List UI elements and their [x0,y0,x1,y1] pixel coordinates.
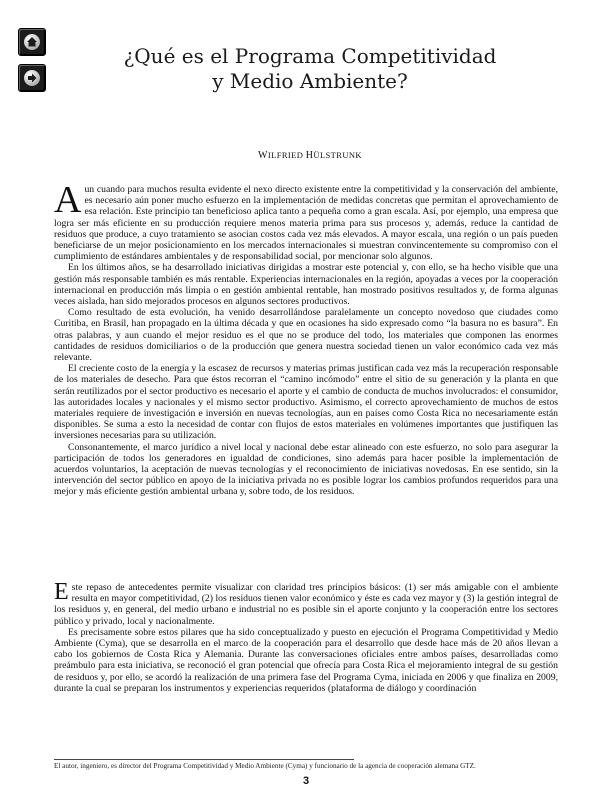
article-section-1 [54,179,558,498]
article-section-2 [54,579,558,694]
title-line-1: ¿Qué es el Programa Competitividad [123,44,497,68]
paragraph: Es precisamente sobre estos pilares que ha sido conceptualizado y puesto en ejecución el Programa Competitividad y Medio Ambiente (Cyma), que se desarrolla en el marco de la cooperación para el desarrollo que desde hace más de 20 años llevan a cabo los gobiernos de Costa Rica y Alemania. Durante las conversaciones oficiales entre ambos países, desarrolladas como preámbulo para esta iniciativa, se reconoció el gran potencial que ofrecía para Costa Rica el mejoramiento integral de su gestión de residuos y, por ello, se acordó la realización de una primera fase del Programa Cyma, iniciada en 2006 y que finaliza en 2009, durante la cual se preparan los instrumentos y experiencias requeridos (plataforma de diálogo y coordinación [54,626,558,694]
page-title [100,44,520,94]
page-number: 3 [302,775,310,787]
author-name: WILFRIED HÜLSTRUNK [258,150,362,161]
home-icon [24,34,40,50]
drop-cap: A [54,179,82,221]
paragraph: En los últimos años, se ha desarrollado iniciativas dirigidas a mostrar este potencial y, con ello, se ha hecho visible que una gestión más responsable también es más rentable. Experiencias internacionales en la región, apoyadas a veces por la cooperación internacional en producción más limpia o en gestión ambiental rentable, han mostrado positivos resultados y, de forma algunas veces aislada, han sido mejorados procesos en algunos sectores productivos. [54,262,558,308]
footnote: El autor, ingeniero, es director del Programa Competitividad y Medio Ambiente (Cyma) y funcionario de la agencia de cooperación alemana GTZ. [54,762,476,770]
paragraph: Este repaso de antecedentes permite visualizar con claridad tres principios básicos: (1) ser más amigable con el ambiente resulta en mayor competitividad, (2) los residuos tienen valor económico y éste es cada vez mayor y (3) la gestión integral de los residuos y, en general, del medio urbano e industrial no es posible sin el aporte conjunto y la cooperación entre los sectores público y privado, local y nacionalmente. [54,579,558,627]
home-button[interactable] [18,28,46,56]
drop-cap: E [54,579,69,605]
footnote-divider [54,759,354,760]
next-page-button[interactable] [18,64,46,92]
paragraph: El creciente costo de la energía y la escasez de recursos y materias primas justifican cada vez más la recuperación responsable de los materiales de desecho. Para que éstos recorran el “camino incómodo” entre el sitio de su generación y la planta en que serán reutilizados por el sector productivo es necesario el aporte y el cambio de conducta de muchos involucrados: el consumidor, las autoridades locales y nacionales y el mismo sector productivo. Asimismo, el correcto aprovechamiento de muchos de estos materiales requiere de investigación e inversión en nuevas tecnologías, aun en países como Costa Rica no necesariamente están disponibles. Se suma a esto la necesidad de contar con flujos de estos materiales en volúmenes importantes que justifiquen las inversiones necesarias para su utilización. [54,363,558,442]
right-arrow-icon [24,70,40,86]
paragraph: Como resultado de esta evolución, ha venido desarrollándose paralelamente un concepto novedoso que ciudades como Curitiba, en Brasil, han propagado en la última década y que en ocasiones ha sido expresado como “la basura no es basura”. En otras palabras, y aun cuando el mejor residuo es el que no se produce del todo, los materiales que componen las enormes cantidades de residuos domiciliarios o de la producción que genera nuestra sociedad tienen un valor económico cada vez más relevante. [54,307,558,364]
paragraph: Consonantemente, el marco jurídico a nivel local y nacional debe estar alineado con este esfuerzo, no solo para asegurar la participación de todos los generadores en igualdad de condiciones, sino además para hacer posible la implementación de acuerdos voluntarios, la aceptación de nuevas tecnologías y el reconocimiento de iniciativas novedosas. En ese sentido, sin la intervención del sector público en apoyo de la iniciativa privada no es posible lograr los cambios profundos requeridos para una mejor y más eficiente gestión ambiental urbana y, sobre todo, de los residuos. [54,441,558,498]
paragraph: Aun cuando para muchos resulta evidente el nexo directo existente entre la competitividad y la conservación del ambiente, es necesario aún poner mucho esfuerzo en la implementación de medidas concretas que permitan el aprovechamiento de esa relación. Este principio tan beneficioso aplica tanto a pequeña como a gran escala. Así, por ejemplo, una empresa que logra ser más eficiente en su producción requiere menos materia prima para sus procesos y, además, reduce la cantidad de residuos que produce, a cuyo tratamiento se asocian costos cada vez más elevados. A mayor escala, una región o un país pueden beneficiarse de un mejor posicionamiento en los mercados internacionales si muestran convincentemente su compromiso con el cumplimiento de estándares ambientales y de responsabilidad social, por mencionar solo algunos. [54,179,558,263]
title-line-2: y Medio Ambiente? [212,69,408,93]
